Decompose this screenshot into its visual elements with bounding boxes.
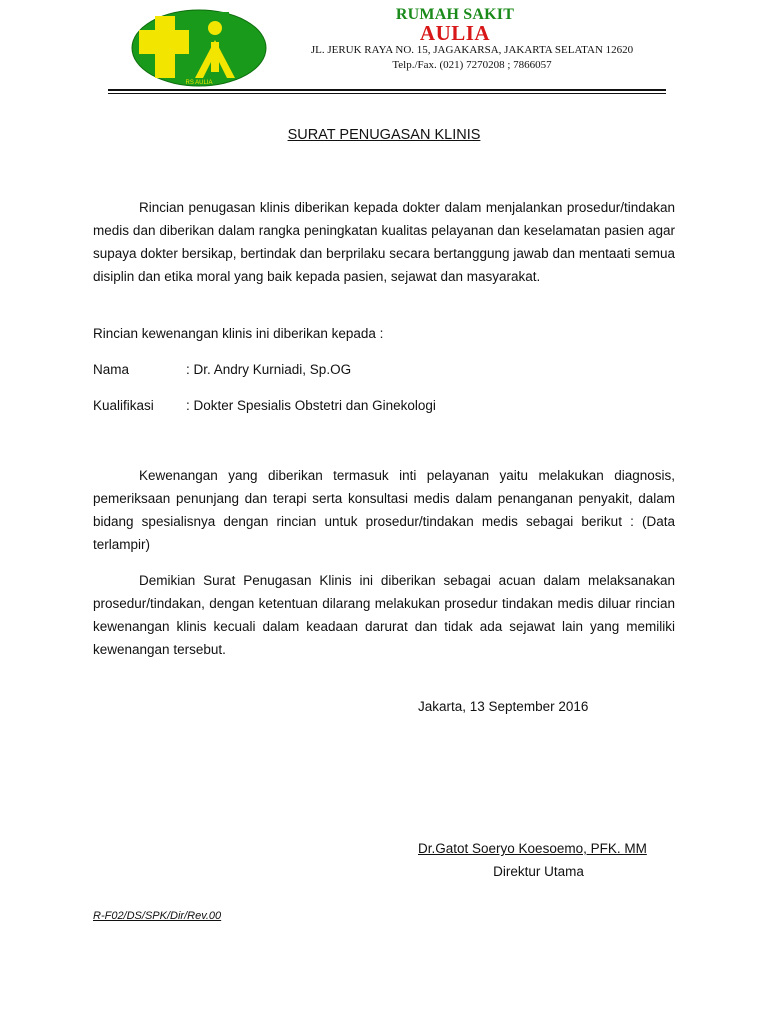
- hospital-name: RUMAH SAKIT: [395, 6, 515, 23]
- name-value: : Dr. Andry Kurniadi, Sp.OG: [186, 362, 352, 377]
- document-title: SURAT PENUGASAN KLINIS: [287, 127, 481, 143]
- signatory-title: Direktur Utama: [493, 864, 584, 879]
- letterhead-divider-thick: [108, 89, 666, 91]
- logo-text: RS AULIA: [185, 80, 213, 86]
- document-date: Jakarta, 13 September 2016: [418, 699, 589, 714]
- form-code: R-F02/DS/SPK/Dir/Rev.00: [93, 910, 222, 922]
- signatory-name: Dr.Gatot Soeryo Koesoemo, PFK. MM: [418, 841, 647, 856]
- letterhead-divider-thin: [108, 93, 666, 94]
- hospital-phone: Telp./Fax. (021) 7270208 ; 7866057: [392, 59, 552, 71]
- paragraph-intro: Rincian penugasan klinis diberikan kepada dokter dalam menjalankan prosedur/tindakan medis dan diberikan dalam rangka peningkatan kualitas pelayanan dan keselamatan pasien agar supaya dokter bersikap, bertindak dan berprilaku secara bertanggung jawab dan mentaati semua disiplin dan etika moral yang baik kepada pasien, sejawat dan masyarakat.: [93, 200, 675, 284]
- hospital-logo: [131, 8, 267, 88]
- hospital-address: JL. JERUK RAYA NO. 15, JAGAKARSA, JAKARTA SELATAN 12620: [310, 44, 634, 56]
- qualification-label: Kualifikasi: [93, 398, 154, 413]
- paragraph-closing: Demikian Surat Penugasan Klinis ini diberikan sebagai acuan dalam melaksanakan prosedur/tindakan, dengan ketentuan dilarang melakukan prosedur tindakan medis diluar rincian kewenangan klinis kecuali dalam keadaan darurat dan tidak ada sejawat lain yang memiliki kewenangan tersebut.: [93, 573, 675, 657]
- hospital-name-sub: AULIA: [419, 21, 491, 45]
- recipient-intro-line: Rincian kewenangan klinis ini diberikan kepada :: [93, 326, 384, 341]
- paragraph-authority: Kewenangan yang diberikan termasuk inti pelayanan yaitu melakukan diagnosis, pemeriksaan penunjang dan terapi serta konsultasi medis dalam penanganan penyakit, dalam bidang spesialisnya dengan rincian untuk prosedur/tindakan medis sebagai berikut : (Data terlampir): [93, 468, 675, 552]
- qualification-value: : Dokter Spesialis Obstetri dan Ginekologi: [186, 398, 436, 413]
- name-label: Nama: [93, 362, 130, 377]
